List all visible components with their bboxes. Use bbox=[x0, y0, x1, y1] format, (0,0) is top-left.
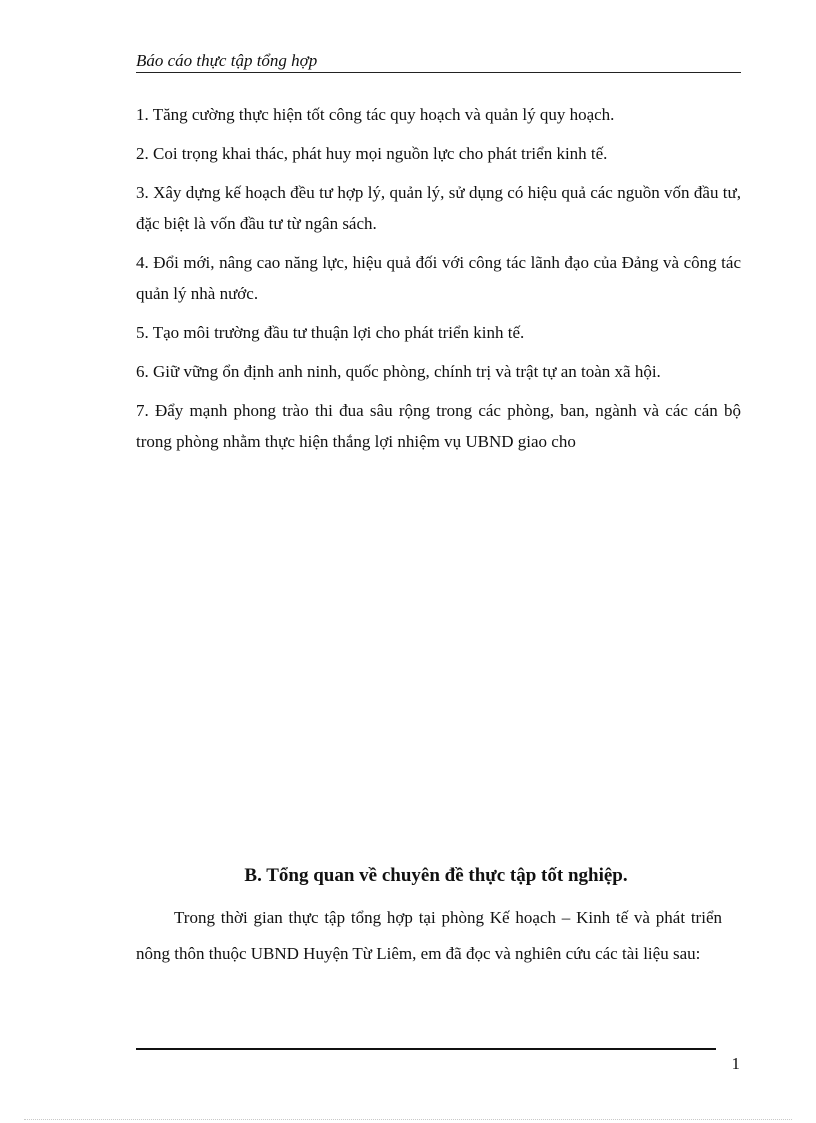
list-item: 1. Tăng cường thực hiện tốt công tác quy hoạch và quản lý quy hoạch. bbox=[136, 105, 615, 124]
list-item: 2. Coi trọng khai thác, phát huy mọi nguồn lực cho phát triển kinh tế. bbox=[136, 144, 608, 163]
list-item: 5. Tạo môi trường đầu tư thuận lợi cho phát triển kinh tế. bbox=[136, 323, 525, 342]
list-item: 6. Giữ vững ổn định anh ninh, quốc phòng, chính trị và trật tự an toàn xã hội. bbox=[136, 362, 661, 381]
page-boundary bbox=[24, 1119, 792, 1120]
page-number: 1 bbox=[731, 1054, 740, 1073]
section-heading: B. Tổng quan về chuyên đề thực tập tốt nghiệp. bbox=[244, 865, 628, 886]
measures-list bbox=[136, 99, 741, 465]
running-header: Báo cáo thực tập tổng hợp bbox=[136, 50, 741, 73]
footer-divider bbox=[136, 1048, 716, 1050]
list-item: 3. Xây dựng kế hoạch đều tư hợp lý, quản lý, sử dụng có hiệu quả các nguồn vốn đầu tư, đặc biệt là vốn đầu tư từ ngân sách. bbox=[136, 183, 741, 233]
list-item: 4. Đổi mới, nâng cao năng lực, hiệu quả đối với công tác lãnh đạo của Đảng và công tác quản lý nhà nước. bbox=[136, 253, 741, 303]
list-item: 7. Đẩy mạnh phong trào thi đua sâu rộng trong các phòng, ban, ngành và các cán bộ trong phòng nhằm thực hiện thắng lợi nhiệm vụ UBND giao cho bbox=[136, 401, 741, 451]
body-paragraph: Trong thời gian thực tập tổng hợp tại phòng Kế hoạch – Kinh tế và phát triển nông thôn thuộc UBND Huyện Từ Liêm, em đã đọc và nghiên cứu các tài liệu sau: bbox=[136, 908, 722, 963]
